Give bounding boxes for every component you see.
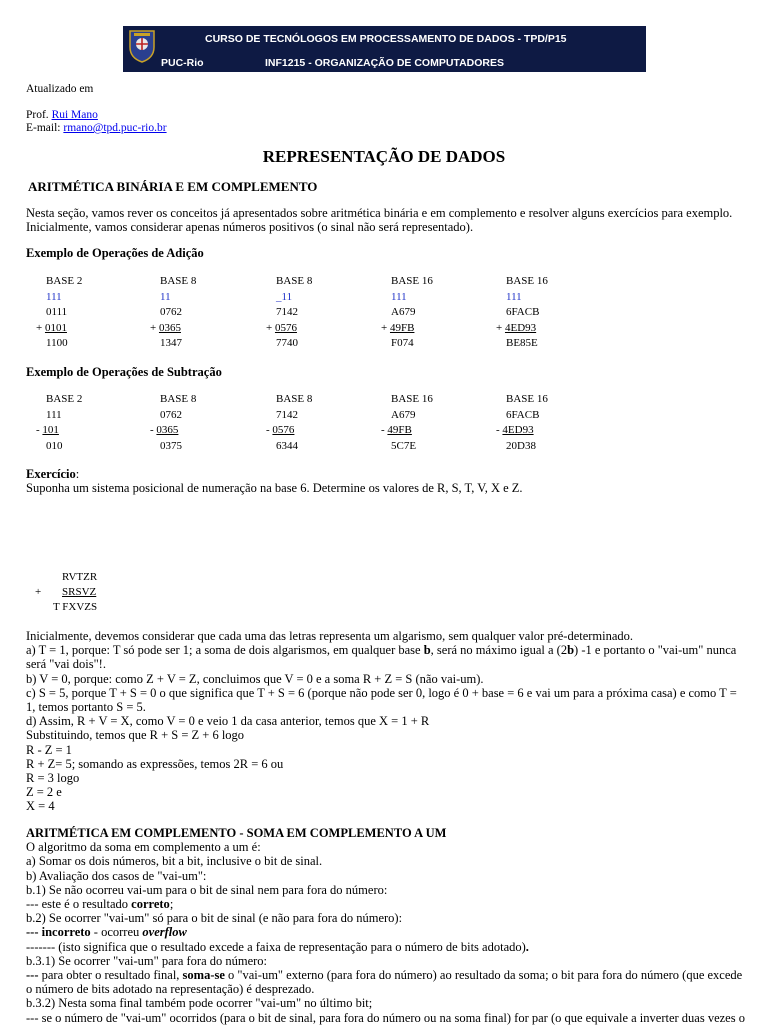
table-result: 7740: [276, 337, 298, 349]
solution-line: Substituindo, temos que R + S = Z + 6 logo: [26, 728, 245, 743]
table-result: 010: [46, 439, 63, 452]
table-carry-digits: _11: [276, 290, 293, 303]
table-base-label: BASE 2: [46, 275, 83, 287]
table-operand-b: 4ED93: [504, 321, 537, 334]
table-operand-a: 0111: [46, 306, 68, 318]
table-operator: -: [266, 424, 273, 436]
solution-line: R + Z= 5; somando as expressões, temos 2R = 6 ou: [26, 756, 284, 771]
professor-label: Prof.: [26, 109, 49, 121]
table-operator: -: [496, 424, 503, 436]
complement-line: O algoritmo da soma em complemento a um é:: [26, 840, 261, 855]
intro-line-1: Nesta seção, vamos rever os conceitos já apresentados sobre aritmética binária e em complemento e resolver alguns exercícios para exemplo.: [26, 206, 733, 220]
table-operand-b: 0365: [158, 321, 181, 334]
sum-result: T FXVZS: [53, 601, 98, 613]
table-result: BE85E: [506, 337, 538, 349]
solution-line: X = 4: [26, 799, 55, 814]
complement-text-run: ------- (isto significa que o resultado excede a faixa de representação para o número de bits adotado): [26, 939, 526, 954]
complement-text-run: para obter o resultado final,: [38, 968, 183, 983]
professor-line: [26, 109, 98, 121]
complement-line: a) Somar os dois números, bit a bit, inclusive o bit de sinal.: [26, 854, 323, 869]
updated-label: Atualizado em: [26, 83, 94, 95]
table-base-label: BASE 8: [160, 393, 197, 405]
table-operator: -: [36, 424, 43, 436]
complement-line: [26, 897, 748, 911]
complement-line: b.1) Se não ocorreu vai-um para o bit de sinal nem para fora do número:: [26, 882, 388, 897]
table-base-label: BASE 8: [276, 393, 313, 405]
table-operand-b-row: [266, 322, 297, 334]
table-operand-b: 4ED93: [502, 424, 534, 436]
complement-text-run: ;: [169, 897, 174, 912]
table-operand-a: 6FACB: [506, 306, 540, 318]
table-operand-b: 0576: [274, 321, 297, 334]
page-title: REPRESENTAÇÃO DE DADOS: [262, 147, 506, 166]
intro-paragraph: [26, 206, 732, 234]
complement-line: [26, 940, 748, 954]
table-operand-b: 49FB: [389, 321, 415, 334]
table-operand-a: 0762: [160, 306, 182, 318]
intro-line-2: Inicialmente, vamos considerar apenas números positivos (o sinal não será representado).: [26, 220, 474, 235]
email-label: E-mail:: [26, 122, 61, 134]
solution-line-d: d) Assim, R + V = X, como V = 0 e veio 1 da casa anterior, temos que X = 1 + R: [26, 714, 430, 729]
table-operator: +: [266, 321, 275, 334]
table-base-label: BASE 16: [391, 393, 433, 405]
table-operand-b-row: [150, 424, 178, 436]
table-carry-digits: 111: [391, 290, 407, 303]
complement-bold-run: ---: [26, 968, 39, 983]
solution-line: Z = 2 e: [26, 785, 62, 800]
table-operand-b: 0576: [272, 424, 295, 436]
complement-bold-run: .: [525, 939, 529, 954]
solution-line: R - Z = 1: [26, 742, 72, 757]
table-base-label: BASE 2: [46, 393, 83, 405]
solution-bold-b: b: [567, 643, 575, 658]
solution-line-a: [26, 643, 748, 671]
table-result: 6344: [276, 439, 298, 452]
sum-row-2: SRSVZ: [62, 586, 97, 598]
table-carry-digits: 111: [506, 290, 522, 303]
table-operator: -: [150, 424, 157, 436]
solution-line: R = 3 logo: [26, 771, 80, 786]
solution-text: [26, 629, 748, 814]
exercise-block: [26, 467, 523, 495]
complement-section: [26, 826, 748, 1025]
table-operand-b: 101: [42, 424, 59, 436]
table-base-label: BASE 16: [506, 393, 548, 405]
solution-line-c: c) S = 5, porque T + S = 0 o que significa que T + S = 6 (porque não pode ser 0, logo é 0 + base = 6 e vai um para a próxima casa) e como T = 1, temos portanto S = 5.: [26, 685, 737, 715]
complement-line: [26, 925, 748, 939]
table-operator: +: [381, 321, 390, 334]
table-result: F074: [391, 337, 414, 349]
table-operand-b-row: [381, 424, 412, 436]
complement-bold-run: soma-se: [182, 968, 225, 983]
complement-line: --- se o número de "vai-um" ocorridos (para o bit de sinal, para fora do número ou na soma final) for par (o que equivale a inverter duas vezes o: [26, 1010, 745, 1025]
exercise-colon: :: [75, 467, 80, 481]
section-heading-arithmetic: ARITMÉTICA BINÁRIA E EM COMPLEMENTO: [28, 179, 318, 194]
table-operand-b-row: [496, 424, 534, 436]
table-operand-a: 111: [46, 408, 62, 421]
solution-bold-b: b: [423, 643, 431, 658]
table-result: 0375: [160, 439, 182, 452]
professor-link[interactable]: Rui Mano: [51, 109, 98, 121]
solution-text-run: a) T = 1, porque: T só pode ser 1; a soma de dois algarismos, em qualquer base: [26, 643, 424, 658]
table-result: 20D38: [506, 439, 536, 452]
complement-heading-bold: ARITMÉTICA EM COMPLEMENTO: [26, 826, 237, 840]
exercise-statement: Suponha um sistema posicional de numeração na base 6. Determine os valores de R, S, T, V, X e Z.: [26, 481, 523, 496]
complement-bold-run: correto: [131, 897, 170, 912]
table-operator: +: [36, 321, 45, 334]
table-operand-b-row: [36, 322, 67, 334]
table-result: 1100: [46, 337, 68, 349]
complement-line: b) Avaliação dos casos de "vai-um":: [26, 868, 207, 883]
exercise-title: [26, 467, 523, 481]
banner-puc-label: PUC-Rio: [161, 57, 204, 69]
complement-bold-run: --- incorreto: [26, 925, 91, 940]
table-base-label: BASE 8: [160, 275, 197, 287]
course-banner: [123, 26, 646, 72]
complement-heading: [26, 826, 748, 840]
solution-line-b: b) V = 0, porque: como Z + V = Z, concluimos que V = 0 e a soma R + Z = S (não vai-um).: [26, 671, 484, 686]
sum-plus-sign: +: [35, 586, 42, 598]
table-operand-a: 6FACB: [506, 408, 540, 421]
email-line: [26, 122, 167, 134]
table-operand-a: A679: [391, 408, 416, 421]
complement-text-run: - ocorreu: [90, 925, 143, 940]
solution-text-run: ) -1 e portanto o "vai-um" nunca será "vai dois"!.: [26, 643, 737, 672]
table-operator: +: [496, 321, 505, 334]
complement-line: b.3.1) Se ocorrer "vai-um" para fora do número:: [26, 953, 268, 968]
overflow-term: overflow: [142, 925, 187, 940]
table-operator: -: [381, 424, 388, 436]
table-operand-b-row: [266, 424, 294, 436]
exercise-label: Exercício: [26, 467, 76, 481]
table-base-label: BASE 8: [276, 275, 313, 287]
table-base-label: BASE 16: [506, 275, 548, 287]
banner-course-code: INF1215 - ORGANIZAÇÃO DE COMPUTADORES: [265, 57, 504, 69]
table-carry-digits: 11: [160, 290, 171, 303]
complement-line: b.3.2) Nesta soma final também pode ocorrer "vai-um" no último bit;: [26, 996, 373, 1011]
table-operand-a: A679: [391, 306, 416, 318]
solution-text-run: , será no máximo igual a (2: [430, 643, 568, 658]
complement-line: [26, 968, 748, 996]
solution-line: Inicialmente, devemos considerar que cada uma das letras representa um algarismo, sem qualquer valor pré-determinado.: [26, 629, 634, 643]
table-operand-b: 0365: [156, 424, 179, 436]
table-operator: +: [150, 321, 159, 334]
table-operand-a: 0762: [160, 408, 182, 421]
sum-row-1: RVTZR: [62, 571, 98, 583]
addition-heading: Exemplo de Operações de Adição: [26, 246, 204, 260]
table-operand-b-row: [381, 322, 414, 334]
puc-crest-icon: [127, 29, 157, 63]
table-operand-a: 7142: [276, 306, 298, 318]
complement-text-run: --- este é o resultado: [26, 897, 132, 912]
table-operand-b: 0101: [44, 321, 67, 334]
table-operand-b: 49FB: [387, 424, 412, 436]
complement-text-run: o "vai-um" externo (para fora do número) ao resultado da soma; o bit para fora do número (que excede o número de bits adotado na representação) é desprezado.: [26, 968, 743, 997]
table-operand-b-row: [150, 322, 181, 334]
table-operand-b-row: [36, 424, 59, 436]
table-result: 1347: [160, 337, 182, 349]
complement-heading-rest: - SOMA EM COMPLEMENTO A UM: [236, 826, 447, 840]
table-base-label: BASE 16: [391, 275, 433, 287]
table-carry-digits: 111: [46, 290, 62, 303]
email-link[interactable]: rmano@tpd.puc-rio.br: [63, 122, 167, 134]
subtraction-heading: Exemplo de Operações de Subtração: [26, 365, 222, 379]
table-result: 5C7E: [391, 439, 417, 452]
complement-line: b.2) Se ocorrer "vai-um" só para o bit de sinal (e não para fora do número):: [26, 911, 403, 926]
table-operand-a: 7142: [276, 408, 298, 421]
table-operand-b-row: [496, 322, 536, 334]
banner-course-title: CURSO DE TECNÓLOGOS EM PROCESSAMENTO DE DADOS - TPD/P15: [205, 33, 567, 45]
